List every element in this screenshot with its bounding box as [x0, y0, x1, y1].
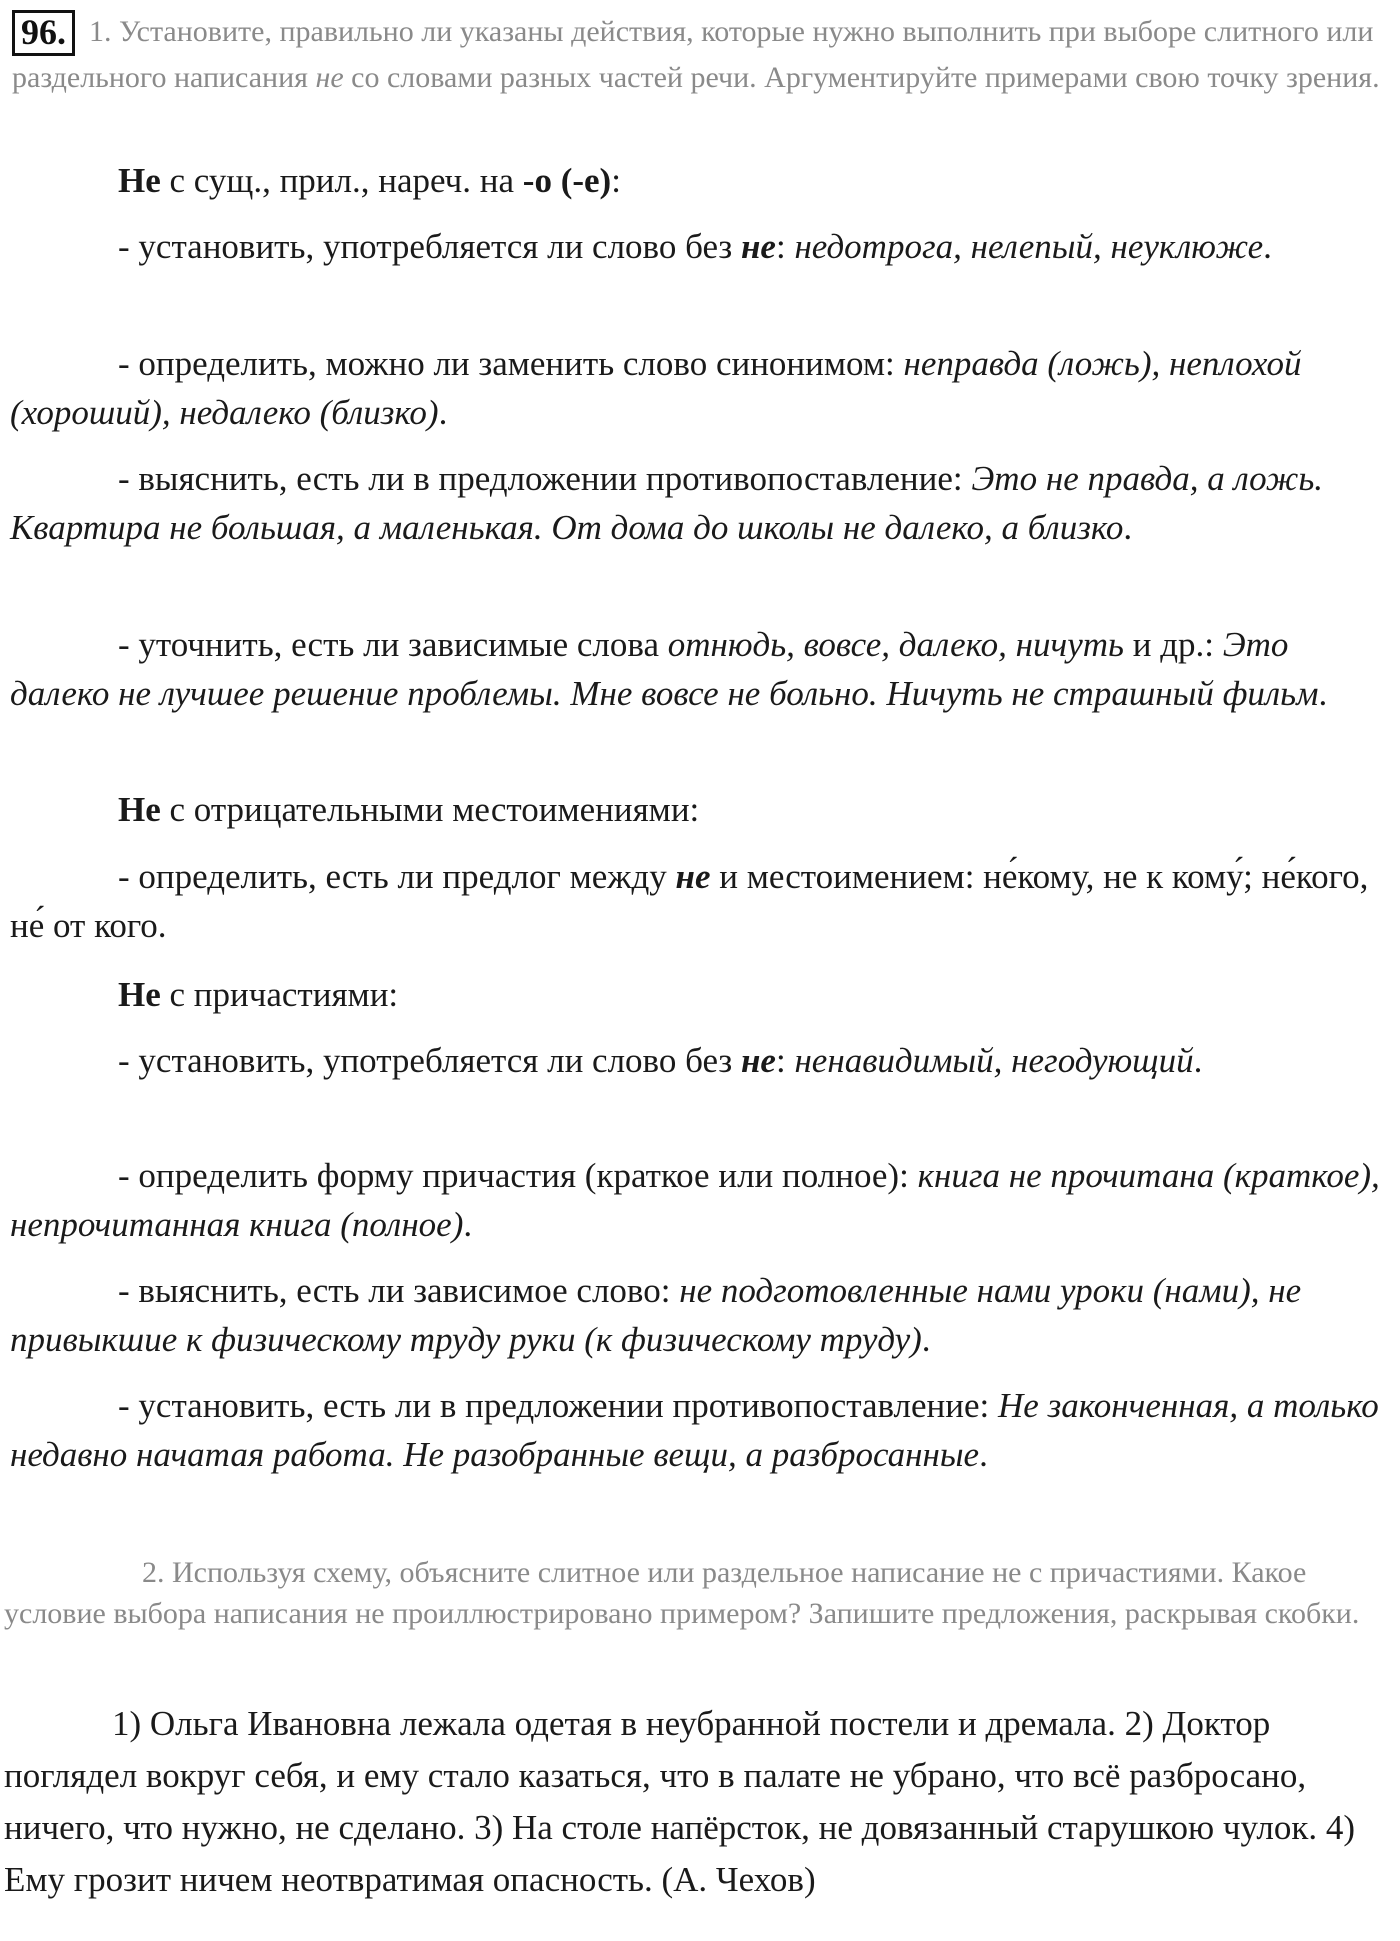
task-heading: [12, 10, 1392, 100]
rule-item: - определить, можно ли заменить слово синонимом: неправда (ложь), неплохой (хороший), недалеко (близко).: [10, 344, 1302, 432]
task-instruction-2: 2. Используя схему, объясните слитное или раздельное написание не с причастиями. Какое условие выбора написания не проиллюстрировано примером? Запишите предложения, раскрывая скобки.: [4, 1556, 1360, 1630]
rule-item: - определить, есть ли предлог между не и местоимением: не́кому, не к кому́; не́кого, не́ от кого.: [10, 857, 1369, 945]
section-heading-participles: Не с причастиями:: [118, 975, 399, 1014]
section-heading-pronouns: Не с отрицательными местоимениями:: [118, 790, 700, 829]
task-number: 96.: [12, 10, 75, 56]
rule-item: - выяснить, есть ли в предложении противопоставление: Это не правда, а ложь. Квартира не большая, а маленькая. От дома до школы не далеко, а близко.: [10, 459, 1324, 547]
rule-item: - определить форму причастия (краткое или полное): книга не прочитана (краткое), непрочитанная книга (полное).: [10, 1156, 1380, 1244]
section-heading-nouns-adjectives: Не с сущ., прил., нареч. на -о (-е):: [118, 161, 621, 200]
rule-item: - установить, употребляется ли слово без не: ненавидимый, негодующий.: [118, 1041, 1203, 1080]
rule-item: - уточнить, есть ли зависимые слова отнюдь, вовсе, далеко, ничуть и др.: Это далеко не лучшее решение проблемы. Мне вовсе не больно. Ничуть не страшный фильм.: [10, 625, 1328, 713]
rule-item: - выяснить, есть ли зависимое слово: не подготовленные нами уроки (нами), не привыкшие к физическому труду руки (к физическому труду).: [10, 1271, 1302, 1359]
task-instruction-1: 1. Установите, правильно ли указаны действия, которые нужно выполнить при выборе слитного или раздельного написания не со словами разных частей речи. Аргументируйте примерами свою точку зрения.: [12, 15, 1380, 94]
rule-item: - установить, употребляется ли слово без не: недотрога, нелепый, неуклюже.: [118, 227, 1272, 266]
rule-item: - установить, есть ли в предложении противопоставление: Не законченная, а только недавно начатая работа. Не разобранные вещи, а разбросанные.: [10, 1386, 1379, 1474]
exercise-sentences: 1) Ольга Ивановна лежала одетая в неубранной постели и дремала. 2) Доктор поглядел вокруг себя, и ему стало казаться, что в палате не убрано, что всё разбросано, ничего, что нужно, не сделано. 3) На столе напёрсток, не довязанный старушкою чулок. 4) Ему грозит ничем неотвратимая опасность. (А. Чехов): [4, 1704, 1356, 1899]
